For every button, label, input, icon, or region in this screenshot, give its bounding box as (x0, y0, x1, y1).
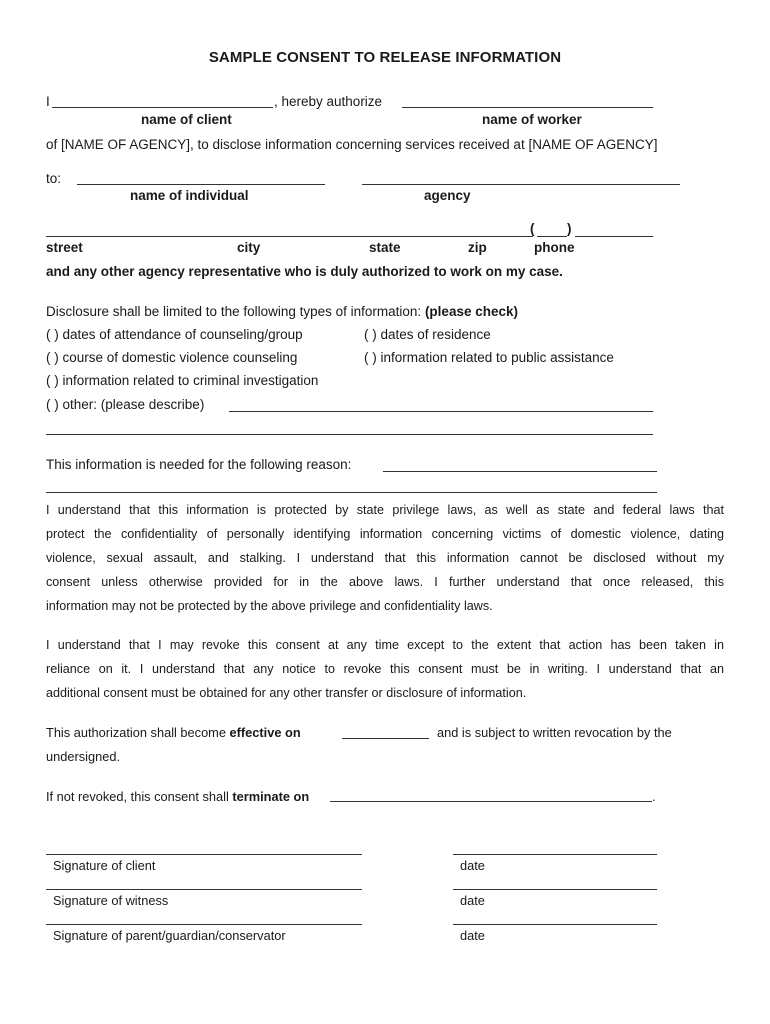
please-check-text: (please check) (424, 304, 518, 319)
effective-suffix: and is subject to written revocation by the (437, 725, 672, 740)
worker-name-field[interactable] (402, 107, 653, 108)
checkbox-attendance[interactable]: ( ) dates of attendance of counseling/group (46, 327, 303, 342)
city-label: city (237, 240, 261, 255)
other-description-field-line2[interactable] (46, 434, 653, 435)
guardian-date-field[interactable] (453, 924, 657, 925)
privilege-paragraph-line: information may not be protected by the above privilege and confidentiality laws. (46, 599, 493, 613)
address-field[interactable] (46, 236, 533, 237)
client-prefix-text: I (46, 94, 50, 109)
witness-date-field[interactable] (453, 889, 657, 890)
disclosure-intro (46, 304, 518, 319)
terminate-date-field[interactable] (330, 801, 652, 802)
phone-field[interactable] (575, 236, 653, 237)
reason-field[interactable] (383, 471, 657, 472)
terminate-statement (46, 789, 309, 804)
client-date-label: date (460, 858, 485, 873)
agency-field[interactable] (362, 184, 680, 185)
checkbox-other[interactable]: ( ) other: (please describe) (46, 397, 205, 412)
reason-label: This information is needed for the following reason: (46, 457, 352, 472)
client-signature-label: Signature of client (53, 858, 156, 873)
client-signature-field[interactable] (46, 854, 362, 855)
area-code-open-paren: ( (530, 221, 535, 236)
zip-label: zip (468, 240, 487, 255)
page-title: SAMPLE CONSENT TO RELEASE INFORMATION (208, 49, 562, 66)
revocation-paragraph-line: I understand that I may revoke this consent at any time except to the extent that action has been taken in (46, 638, 724, 652)
terminate-period: . (652, 789, 656, 804)
individual-name-field[interactable] (77, 184, 273, 185)
effective-prefix: This authorization shall become (46, 725, 230, 740)
individual-name-label: name of individual (130, 188, 249, 203)
checkbox-residence[interactable]: ( ) dates of residence (364, 327, 491, 342)
checkbox-criminal-investigation[interactable]: ( ) information related to criminal investigation (46, 373, 319, 388)
client-date-field[interactable] (453, 854, 657, 855)
revocation-paragraph-line: reliance on it. I understand that any notice to revoke this consent must be in writing. I understand that an (46, 662, 724, 676)
worker-name-label: name of worker (482, 112, 582, 127)
to-prefix-text: to: (46, 171, 62, 186)
reason-field-line2[interactable] (46, 492, 657, 493)
revocation-paragraph-line: additional consent must be obtained for any other transfer or disclosure of information. (46, 686, 527, 700)
street-label: street (46, 240, 83, 255)
phone-label: phone (534, 240, 575, 255)
guardian-signature-label: Signature of parent/guardian/conservator (53, 928, 286, 943)
other-description-field[interactable] (229, 411, 653, 412)
client-name-label: name of client (141, 112, 232, 127)
effective-date-field[interactable] (342, 738, 429, 739)
checkbox-dv-counseling[interactable]: ( ) course of domestic violence counseling (46, 350, 298, 365)
terminate-on-text: terminate on (232, 789, 310, 804)
privilege-paragraph-line: violence, sexual assault, and stalking. I understand that this information cannot be disclosed without my (46, 551, 724, 565)
agency-disclosure-statement: of [NAME OF AGENCY], to disclose information concerning services received at [NAME OF AGENCY] (46, 137, 658, 152)
individual-name-field-extension[interactable] (273, 184, 325, 185)
client-name-field[interactable] (52, 107, 273, 108)
disclosure-intro-text: Disclosure shall be limited to the following types of information: (46, 304, 425, 319)
witness-signature-label: Signature of witness (53, 893, 169, 908)
terminate-prefix: If not revoked, this consent shall (46, 789, 233, 804)
effective-statement (46, 725, 301, 740)
privilege-paragraph-line: protect the confidentiality of personally identifying information concerning victims of domestic violence, dating (46, 527, 724, 541)
hereby-authorize-text: , hereby authorize (274, 94, 383, 109)
area-code-close-paren: ) (567, 221, 572, 236)
guardian-signature-field[interactable] (46, 924, 362, 925)
effective-on-text: effective on (229, 725, 301, 740)
checkbox-public-assistance[interactable]: ( ) information related to public assistance (364, 350, 614, 365)
guardian-date-label: date (460, 928, 485, 943)
privilege-paragraph-line: I understand that this information is protected by state privilege laws, as well as state and federal laws that (46, 503, 724, 517)
area-code-field[interactable] (537, 236, 567, 237)
witness-date-label: date (460, 893, 485, 908)
undersigned-text: undersigned. (46, 749, 120, 764)
agency-label: agency (424, 188, 471, 203)
witness-signature-field[interactable] (46, 889, 362, 890)
authorized-representative-text: and any other agency representative who is duly authorized to work on my case. (46, 264, 563, 279)
privilege-paragraph-line: consent unless otherwise provided for in the above laws. I further understand that once released, this (46, 575, 724, 589)
state-label: state (369, 240, 401, 255)
